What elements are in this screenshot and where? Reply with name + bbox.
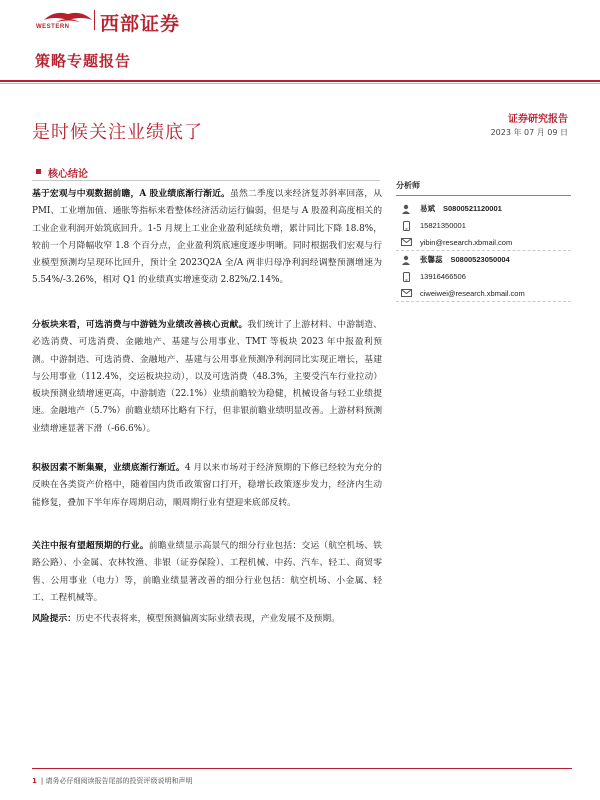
paragraph-lead: 关注中报有望超预期的行业。 <box>32 541 149 551</box>
analyst-registration: S0800521120001 <box>443 204 502 213</box>
logo-english: WESTERN <box>36 24 70 30</box>
analyst-name: 张馨蕊 <box>420 255 443 264</box>
analyst-registration: S0800523050004 <box>450 255 510 264</box>
analyst-email[interactable]: yibin@research.xbmail.com <box>420 237 513 247</box>
paragraph-text: 前瞻业绩显示高景气的细分行业包括：交运（航空机场、铁路公路）、小金属、农林牧渔、非银（证券保险）、工程机械、中药、汽车、轻工、商贸零售、公用事业（电力）等，前瞻业绩显著改善的细分行业包括：航空机场、小金属、轻工、工程机械等。 <box>32 541 382 603</box>
paragraph-earnings-bottom <box>32 186 382 290</box>
analyst-name-row <box>396 251 571 268</box>
paragraph-risk <box>32 611 382 628</box>
header-rule <box>0 80 600 85</box>
paragraph-lead: 基于宏观与中观数据前瞻，A 股业绩底渐行渐近。 <box>32 189 230 199</box>
logo-chinese: 西部证券 <box>100 13 181 35</box>
report-title: 是时候关注业绩底了 <box>32 122 203 143</box>
logo-divider <box>94 10 95 30</box>
paragraph-positive-factors <box>32 460 382 512</box>
core-conclusion-label: 核心结论 <box>48 169 88 180</box>
paragraph-lead: 分板块来看，可选消费与中游链为业绩改善核心贡献。 <box>32 320 248 330</box>
analyst-name-row <box>396 200 571 217</box>
research-report-label: 证券研究报告 <box>508 114 568 125</box>
paragraph-text: 虽然二季度以来经济复苏斜率回落，从 PMI、工业增加值、通胀等指标来看整体经济活动运行偏弱，但是与 A 股盈利高度相关的工业企业利润开始筑底回升。1-5 月规上工业企业盈利延续负增，累计同比下降 18.8%，较前一个月降幅收窄 1.8 个百分点，企业盈利筑底速度逐步明晰。同时根据我们宏观与行业模型预测均呈现环比回升，预计全 2023Q2A 全/A 两非归母净利润经调整预测增速为 5.54%/-3.26%，相对 Q1 的业绩真实增速变动 2.82%/2.14%。 <box>32 189 382 286</box>
analyst-panel-title: 分析师 <box>396 180 571 196</box>
paragraph-text: 历史不代表将来，模型预测偏离实际业绩表现，产业发展不及预期。 <box>76 614 340 624</box>
footer-rule <box>32 768 572 769</box>
paragraph-text: 4 月以来市场对于经济预期的下修已经较为充分的反映在各类资产价格中，随着国内货币政策窗口打开，稳增长政策逐步发力，经济内生动能修复，叠加下半年库存周期启动，顺周期行业有望迎来底部反转。 <box>32 463 382 508</box>
person-icon <box>400 255 412 265</box>
phone-icon <box>400 221 412 231</box>
analyst-panel <box>396 180 571 302</box>
analyst-phone: 13916466506 <box>420 272 466 281</box>
section-divider <box>32 180 380 181</box>
paragraph-sectors <box>32 317 382 438</box>
analyst-phone-row <box>396 217 571 234</box>
analyst-phone-row <box>396 268 571 285</box>
report-type: 策略专题报告 <box>35 52 132 70</box>
disclaimer-text: 请务必仔细阅读报告尾部的投资评级说明和声明 <box>45 777 193 785</box>
phone-icon <box>400 272 412 282</box>
email-icon <box>400 237 412 247</box>
paragraph-text: 我们统计了上游材料、中游制造、必选消费、可选消费、金融地产、基建与公用事业、TMT 等板块 2023 年中报盈利预测。中游制造、可选消费、金融地产、基建与公用事业预测净利润同比实现正增长，基建与公用事业（112.4%，交运板块拉动），以及可选消费（48.3%，主要受汽车行业拉动）板块预测业绩增速更高，中游制造（22.1%）业绩前瞻较为稳健，机械设备与轻工业绩提速。金融地产（5.7%）前瞻业绩环比略有下行，但非银前瞻业绩明显改善。上游材料预测业绩增速显著下滑（-66.6%）。 <box>32 320 382 434</box>
paragraph-industries <box>32 538 382 607</box>
bullet-icon <box>36 169 41 174</box>
analyst-email[interactable]: ciweiwei@research.xbmail.com <box>420 288 525 298</box>
analyst-name: 易斌 <box>420 204 435 213</box>
email-icon <box>400 288 412 298</box>
page-header <box>0 0 600 95</box>
analyst-email-row <box>396 234 571 251</box>
analyst-email-row <box>396 285 571 302</box>
paragraph-lead: 风险提示： <box>32 614 76 624</box>
analyst-phone: 15821350001 <box>420 221 466 230</box>
paragraph-lead: 积极因素不断集聚，业绩底渐行渐近。 <box>32 463 185 473</box>
page-number: 1 <box>32 777 37 785</box>
person-icon <box>400 204 412 214</box>
report-date: 2023 年 07 月 09 日 <box>490 128 568 137</box>
page-footer: 1 | 请务必仔细阅读报告尾部的投资评级说明和声明 <box>32 777 193 785</box>
